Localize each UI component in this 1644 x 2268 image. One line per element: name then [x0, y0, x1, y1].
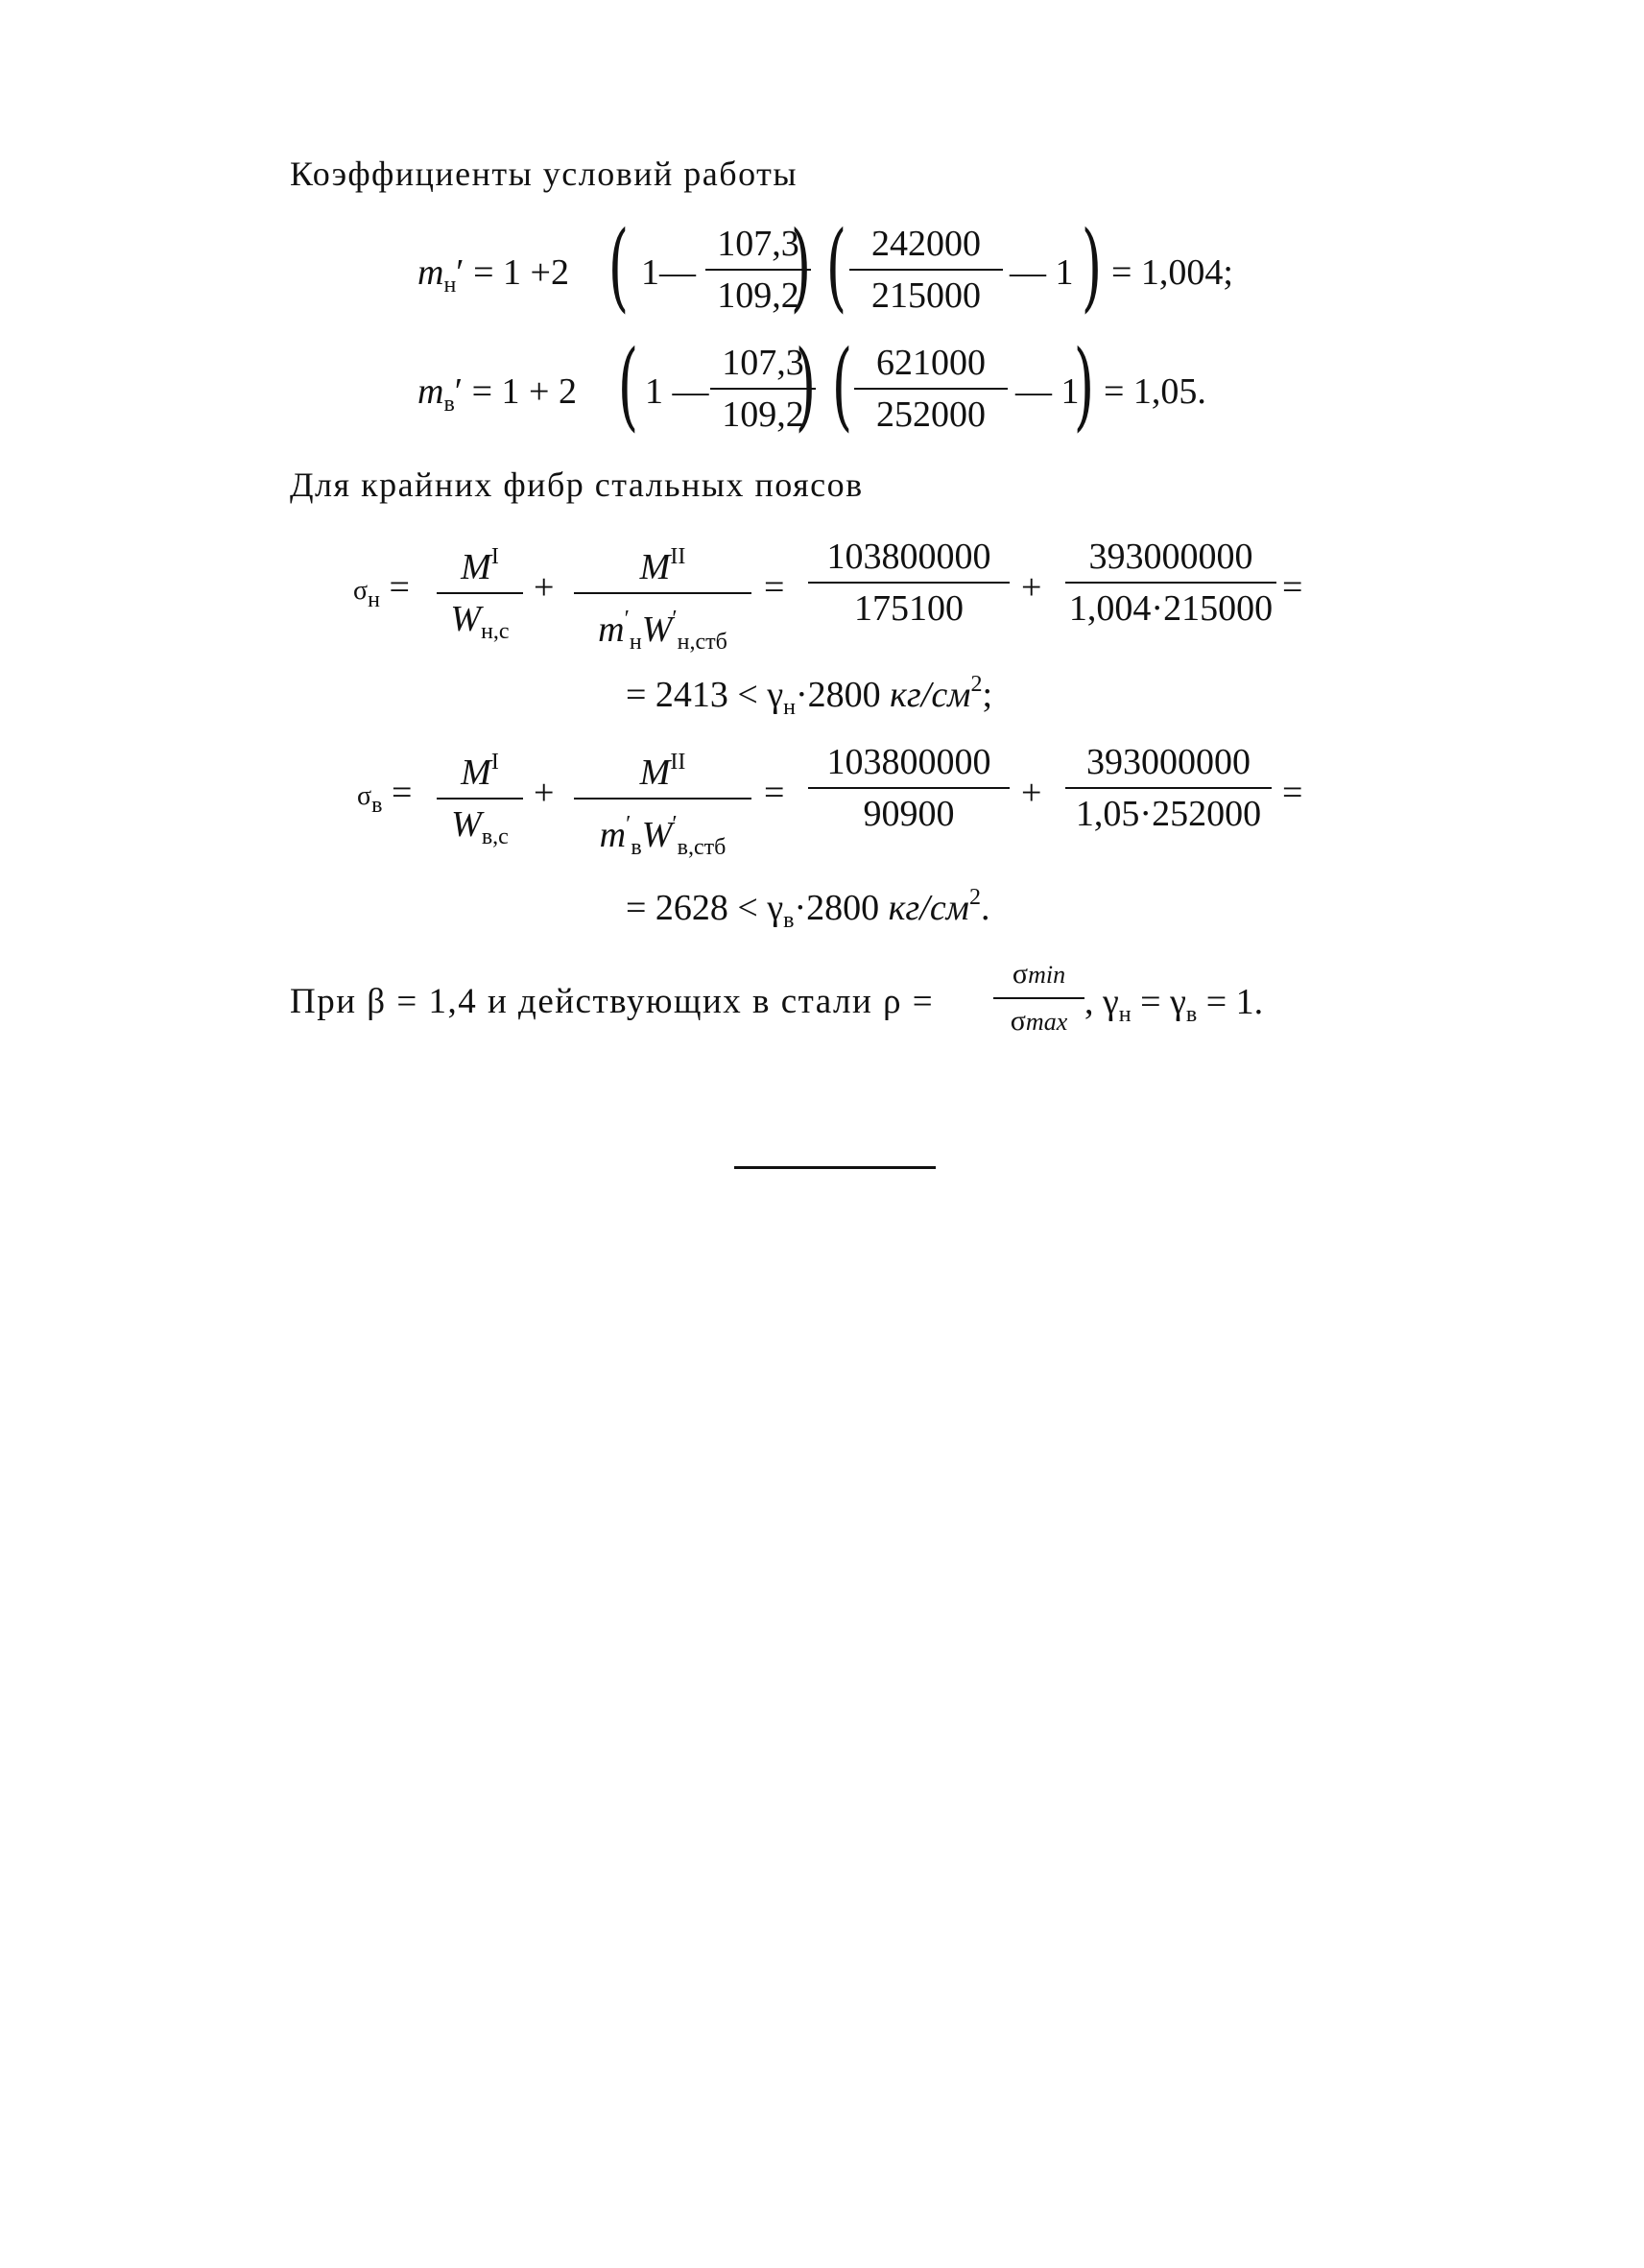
fraction-bar	[1065, 787, 1272, 789]
fraction-bar	[854, 388, 1008, 390]
eq4-frac-1: $M^I$ $W_{в,с}$	[437, 741, 523, 858]
eq1-frac-b	[849, 223, 1003, 317]
eq2-frac-a-den: 109,2	[722, 394, 804, 435]
eq2-minus-one: — 1	[1015, 371, 1080, 412]
eq1-right-paren-b: )	[1081, 210, 1103, 322]
eq4-eq: =	[391, 773, 413, 813]
eq2-left-paren-a: (	[617, 329, 639, 442]
last-line-gamma: , $\gamma_н = \gamma_в = 1$.	[1084, 982, 1264, 1027]
eq3-plus-1: +	[534, 567, 555, 608]
fraction-bar	[993, 997, 1084, 999]
eq4-eq-2: =	[764, 773, 785, 813]
eq1-frac-b-den: 215000	[871, 275, 981, 316]
fraction-bar	[437, 798, 523, 800]
eq3-frac-3: 103800000 175100	[808, 536, 1010, 630]
eq2-one-plus-two: = 1 + 2	[471, 371, 577, 412]
eq1-frac-a-num: 107,3	[717, 224, 799, 264]
eq4-plus-2: +	[1021, 773, 1042, 813]
eq4-sigma-sub: в	[371, 793, 383, 818]
fraction-bar	[437, 592, 523, 594]
eq2-lhs-prime: ′	[454, 371, 464, 412]
eq1-frac-b-num: 242000	[871, 224, 981, 264]
fraction-bar	[808, 582, 1010, 584]
eq1-lhs-m: m	[417, 252, 444, 293]
fraction-bar	[1065, 582, 1276, 584]
eq4-eq-3: =	[1282, 773, 1303, 813]
eq3-eq-2: =	[764, 567, 785, 608]
eq3-plus-2: +	[1021, 567, 1042, 608]
eq2-frac-a-num: 107,3	[722, 343, 804, 383]
eq1-lhs-prime: ′	[456, 252, 465, 293]
eq3-eq: =	[389, 567, 410, 608]
eq1-left-paren-a: (	[608, 210, 630, 322]
eq1-right-paren-a: )	[790, 210, 812, 322]
eq4-sigma: σ	[357, 781, 372, 811]
eq1-frac-a-den: 109,2	[717, 275, 799, 316]
eq2-frac-b-den: 252000	[876, 394, 986, 435]
eq2-result: = 1,05.	[1104, 371, 1206, 412]
eq3-frac-2: $M^{II}$ $m'_нW'_{н,стб}$	[574, 536, 751, 663]
eq3-frac-1: $M^I$ $W_{н,с}$	[437, 536, 523, 653]
closing-rule	[734, 1166, 936, 1169]
eq2-right-paren-a: )	[795, 329, 817, 442]
eq2-lhs-m: m	[417, 371, 444, 412]
eq4-frac-4: 393000000 1,05·252000	[1065, 741, 1272, 835]
rho-fraction: σmin σmax	[993, 956, 1084, 1040]
eq1-one-minus: 1—	[641, 252, 696, 293]
eq2-one-minus: 1 —	[645, 371, 709, 412]
eq2-frac-b-num: 621000	[876, 343, 986, 383]
eq1-minus-one: — 1	[1010, 252, 1074, 293]
fraction-bar	[808, 787, 1010, 789]
fraction-bar	[849, 269, 1003, 271]
eq2-lhs-sub: в	[443, 392, 455, 417]
eq4-frac-2: $M^{II}$ $m'_вW'_{в,стб}$	[574, 741, 751, 869]
eq4-plus-1: +	[534, 773, 555, 813]
eq3-frac-4: 393000000 1,004·215000	[1065, 536, 1276, 630]
fraction-bar	[574, 592, 751, 594]
result-sigma-n: = $2413 < \gamma_н\cdot 2800$ $кг/см^2$;	[626, 672, 992, 720]
eq2-right-paren-b: )	[1073, 329, 1095, 442]
heading-fibers: Для крайних фибр стальных поясов	[290, 466, 864, 504]
eq1-one-plus-two: = 1 +2	[473, 252, 569, 293]
eq2-left-paren-b: (	[831, 329, 853, 442]
result-sigma-v: = $2628 < \gamma_в\cdot 2800$ $кг/см^2$.	[626, 885, 990, 933]
eq1-result: = 1,004;	[1111, 252, 1233, 293]
eq4-frac-3: 103800000 90900	[808, 741, 1010, 835]
eq2-frac-b	[854, 342, 1008, 436]
fraction-bar	[574, 798, 751, 800]
heading-coefficients: Коэффициенты условий работы	[290, 155, 798, 193]
eq1-lhs-sub: н	[443, 273, 457, 298]
eq3-eq-3: =	[1282, 567, 1303, 608]
eq1-left-paren-b: (	[825, 210, 847, 322]
last-line-text-a: При β = 1,4 и действующих в стали ρ =	[290, 982, 935, 1021]
eq3-sigma-sub: н	[368, 587, 380, 612]
eq3-sigma: σ	[353, 576, 369, 606]
